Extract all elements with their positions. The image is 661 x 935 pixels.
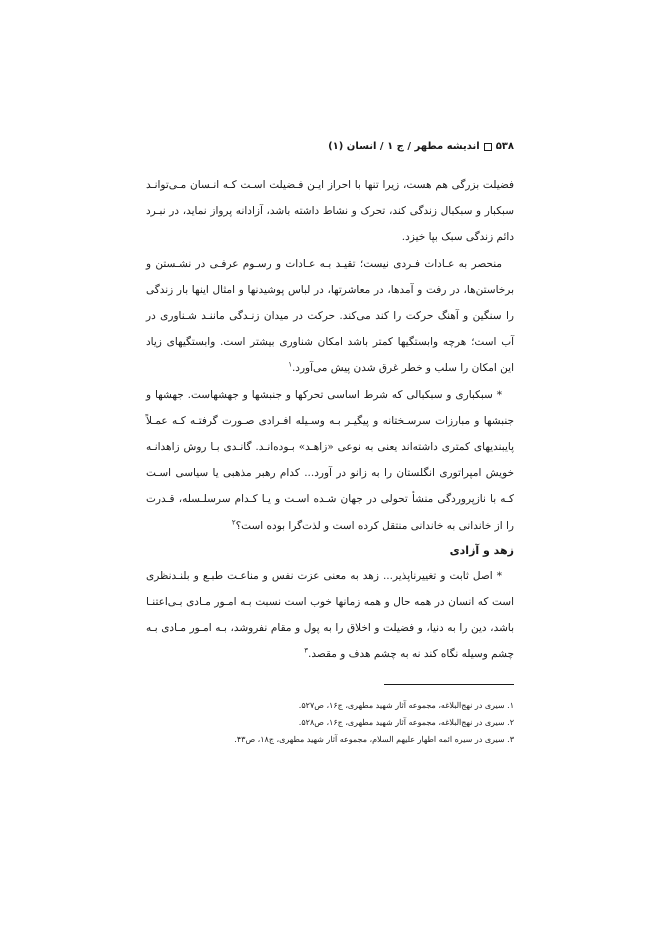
square-bullet-icon: [484, 143, 492, 151]
paragraph: فضیلت بزرگی هم هست، زیرا تنها با احراز ایـن فـضیلت اسـت کـه انـسان مـی‌توانـد سبکبار و سبکبال زندگی کند، تحرک و نشاط داشته باشد، آزادانه پرواز نماید، در نبـرد دائم زندگی سبک بپا خیزد.: [146, 179, 514, 244]
paragraph: * سبکباری و سبکبالی که شرط اساسی تحرکها و جنبشها و جهشهاست. جهشها و جنبشها و مبارزات سرسـختانه و پیگیـر بـه وسـیله افـرادی صـورت گرفتـه کـه عمـلاً پایبندیهای کمتری داشته‌اند یعنی به نوعی «زاهـد» بـوده‌انـد. گانـدی بـا روش زاهدانـه خویش امپراتوری انگلستان را به زانو در آورد... کدام رهبر مذهبی یا سیاسی اسـت کـه با نازپروردگی منشأ تحولی در جهان شـده اسـت و یـا کـدام سرسلـسله، قـدرت را از خاندانی به خاندانی منتقل کرده است و لذت‌گرا بوده است؟$^۲$: [146, 388, 514, 532]
running-header: [146, 140, 514, 154]
footnote-marker[interactable]: ۱: [288, 360, 292, 369]
footnote-marker[interactable]: ۲: [231, 518, 236, 527]
footnote: ۲. سیری در نهج‌البلاغه، مجموعه آثار شهید مطهری، ج۱۶، ص۵۲۸.: [298, 717, 514, 727]
page-number: ۵۳۸: [495, 141, 514, 152]
section-heading: زهد و آزادی: [449, 543, 514, 557]
book-title: اندیشه مطهر / ج ۱ / انسان (۱): [328, 141, 480, 152]
paragraph: منحصر به عـادات فـردی نیست؛ تقیـد بـه عـادات و رسـوم عرفـی در نشـستن و برخاستن‌ها، در رفت و آمدها، در معاشرتها، در لباس پوشیدنها و امثال اینها بار زندگی را سنگین و آهنگ حرکت را کند می‌کند. حرکت در میدان زنـدگی ماننـد شـناوری در آب است؛ هرچه وابستگیها کمتر باشد امکان شناوری بیشتر است. وابستگیهای زیاد این امکان را سلب و خطر غرق شدن پیش می‌آورد.$^۱$: [146, 257, 514, 375]
footnote-divider: [384, 684, 514, 685]
footnote-marker[interactable]: ۳: [304, 646, 309, 655]
footnote: ۱. سیری در نهج‌البلاغه، مجموعه آثار شهید مطهری، ج۱۶، ص۵۲۷.: [298, 700, 514, 710]
book-page: [146, 140, 514, 748]
paragraph: * اصل ثابت و تغییرناپذیر... زهد به معنی عزت نفس و مناعـت طبـع و بلنـدنظری است که انسان در همه حال و همه زمانها خوب است نسبت بـه امـور مـادی بـی‌اعتنـا باشد، دین را به دنیا، و فضیلت و اخلاق را به پول و مقام نفروشد، بـه امـور مـادی بـه چشم وسیله نگاه کند نه به چشم هدف و مقصد.$^۳$: [146, 569, 514, 661]
footnote: ۳. سیری در سیره ائمه اطهار علیهم السلام، مجموعه آثار شهید مطهری، ج۱۸، ص۴۳.: [234, 734, 514, 744]
